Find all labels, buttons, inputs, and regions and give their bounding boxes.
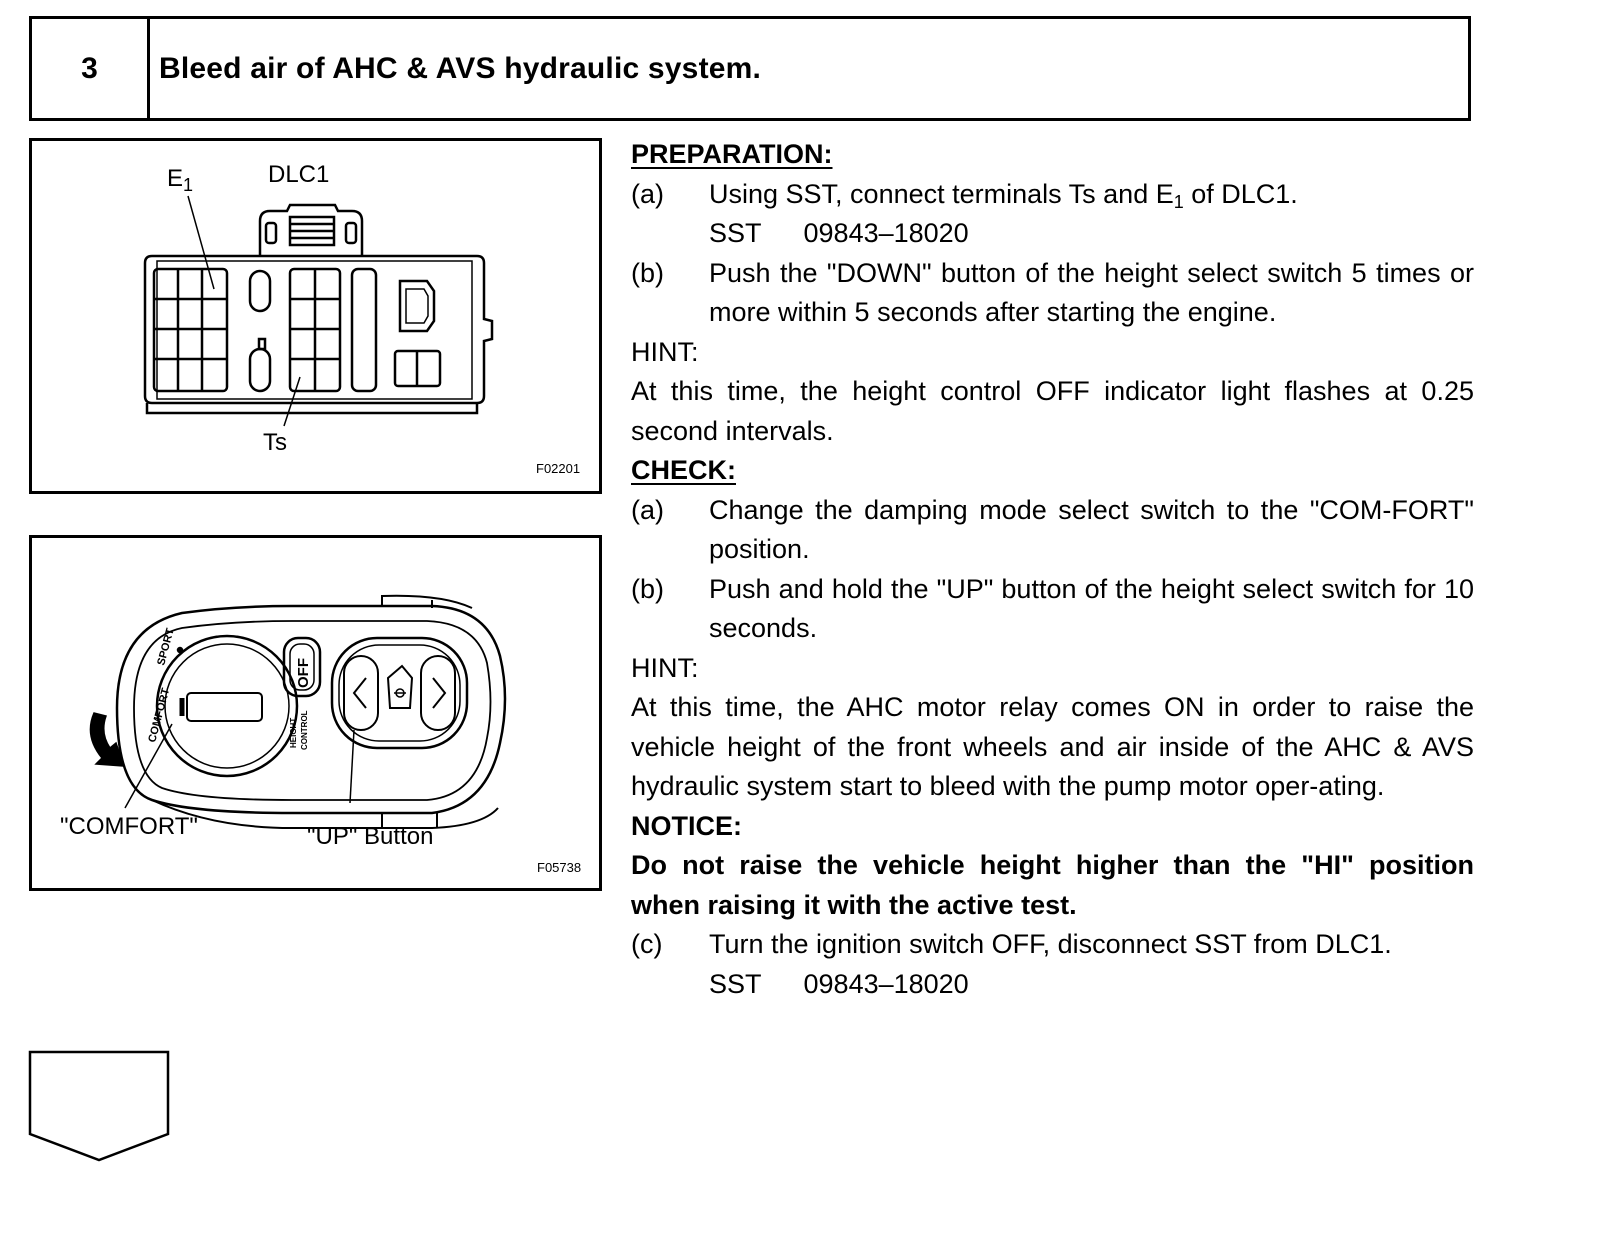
sst-label: SST	[709, 218, 762, 248]
label-ts: Ts	[263, 429, 287, 456]
step-text: Using SST, connect terminals Ts and $E_1$ of DLC1.	[709, 178, 1298, 212]
step-text: Change the damping mode select switch to the "COM-FORT" position.	[709, 494, 1474, 564]
step-text: Push and hold the "UP" button of the height select switch for 10 seconds.	[709, 573, 1474, 643]
figure-code: F02201	[536, 461, 581, 476]
hint-text: At this time, the AHC motor relay comes ON in order to raise the vehicle height of the front wheels and air inside of the AHC & AVS hydraulic system start to bleed with the pump motor oper-ating.	[631, 692, 1474, 801]
step-title: Bleed air of AHC & AVS hydraulic system.	[159, 51, 762, 85]
prep-a-sst	[631, 214, 1474, 254]
prep-step-a	[631, 175, 1474, 215]
check-step-a	[631, 491, 1474, 570]
label-e1: $E_1$	[167, 165, 194, 195]
step-text: Turn the ignition switch OFF, disconnect SST from DLC1.	[709, 929, 1392, 959]
sst-code: 09843–18020	[803, 218, 969, 248]
switch-off-text: OFF	[295, 658, 312, 688]
switch-sport-text: SPORT	[155, 627, 177, 667]
sst-label: SST	[709, 968, 762, 999]
check-heading: CHECK:	[631, 455, 736, 485]
procedure-text	[631, 135, 1474, 1004]
dlc1-connector-drawing	[32, 141, 599, 491]
preparation-heading: PREPARATION:	[631, 139, 833, 169]
step-label: (b)	[631, 573, 664, 604]
figure-code: F05738	[537, 860, 582, 875]
label-up-button: "UP" Button	[307, 823, 434, 850]
switch-comfort-text: COMFORT	[146, 686, 173, 744]
label-dlc1: DLC1	[268, 161, 330, 188]
figure-height-switch	[29, 535, 602, 891]
figure-dlc1-connector	[29, 138, 602, 494]
label-comfort: "COMFORT"	[60, 813, 198, 840]
hint-text: At this time, the height control OFF indicator light flashes at 0.25 second intervals.	[631, 376, 1474, 446]
sst-code: 09843–18020	[803, 968, 969, 999]
hint-heading: HINT:	[631, 652, 699, 683]
notice-text: Do not raise the vehicle height higher than the "HI" position when raising it with the active test.	[631, 850, 1474, 920]
step-number: 3	[32, 19, 150, 118]
switch-height-text: HEIGHT	[289, 717, 298, 748]
hint-heading: HINT:	[631, 336, 699, 367]
check-step-c	[631, 925, 1474, 965]
step-label: (c)	[631, 929, 663, 959]
check-step-b	[631, 570, 1474, 649]
step-header	[29, 16, 1471, 121]
notice-heading: NOTICE:	[631, 810, 742, 841]
step-label: (a)	[631, 178, 664, 209]
prep-step-b	[631, 254, 1474, 333]
step-label: (b)	[631, 257, 664, 288]
switch-control-text: CONTROL	[300, 710, 309, 750]
step-label: (a)	[631, 494, 664, 525]
step-text: Push the "DOWN" button of the height select switch 5 times or more within 5 seconds after starting the engine.	[709, 257, 1474, 327]
next-step-arrow-icon	[28, 1050, 170, 1162]
check-c-sst	[631, 965, 1474, 1005]
